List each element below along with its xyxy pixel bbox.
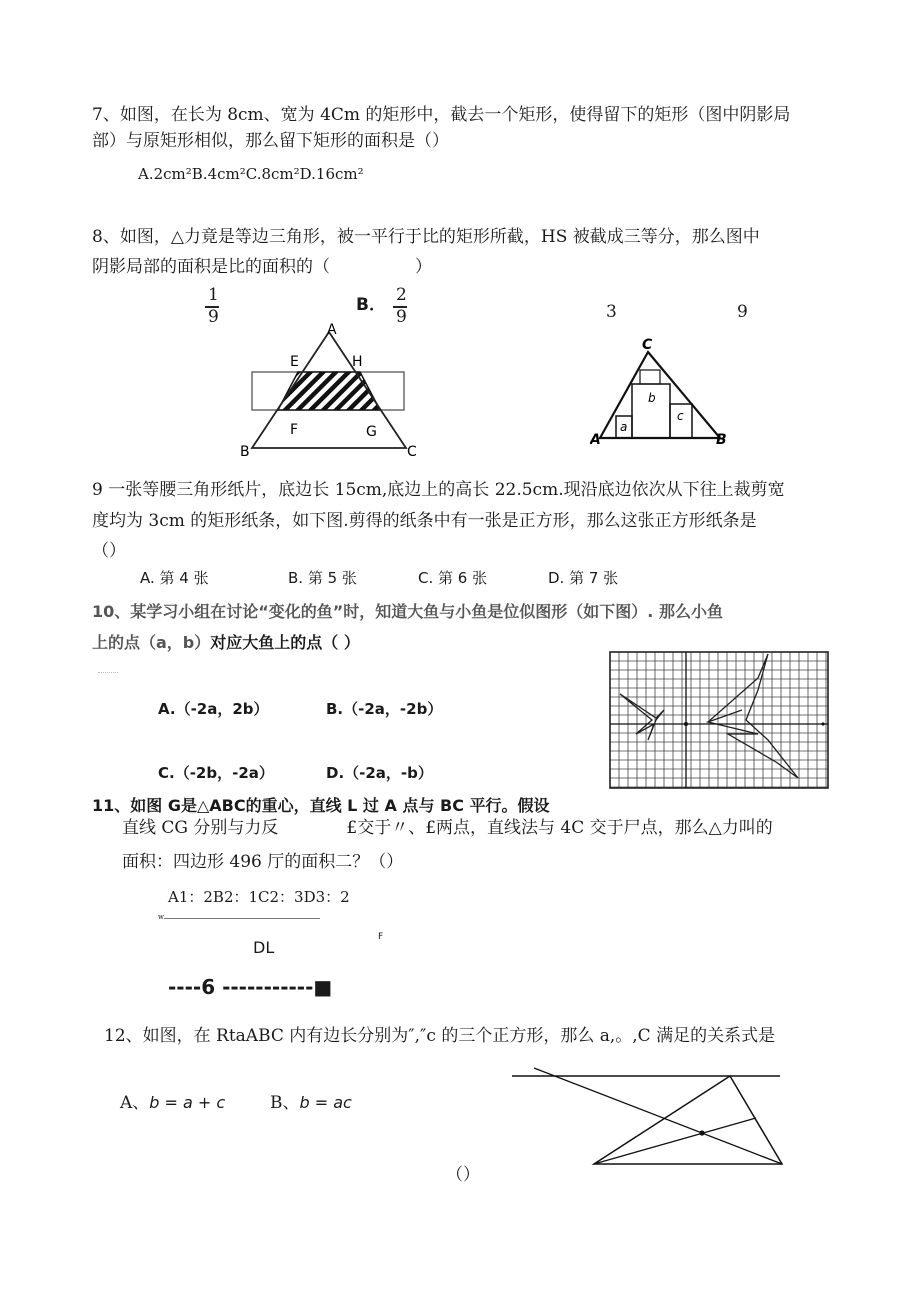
q10-faint-mark	[98, 672, 118, 681]
q8-squares-figure	[590, 330, 730, 448]
q12-line1: 12、如图，在 RtaABC 内有边长分别为″,″c 的三个正方形，那么 a,。,C 满足的关系式是	[104, 1026, 776, 1046]
q8-opt-c: 3	[606, 302, 617, 322]
q9-line2: 度均为 3cm 的矩形纸条，如下图.剪得的纸条中有一张是正方形，那么这张正方形纸条是	[92, 511, 757, 531]
q8f2-label-a: A	[590, 432, 601, 448]
q11-label-dl: DL	[253, 938, 275, 957]
q8-triangle-figure	[232, 320, 422, 460]
q8-optA-numerator: 1	[208, 285, 219, 305]
q12-choice-b-expr: b = ac	[299, 1093, 352, 1112]
q8-label-b: B	[240, 444, 250, 460]
q8f2-label-small-b: b	[648, 391, 656, 405]
q9-choice-b: B. 第 5 张	[288, 569, 357, 587]
q9-line3: （）	[92, 541, 126, 561]
q8-shaded-region	[278, 372, 380, 410]
q11-label-f: F	[378, 932, 384, 942]
q8-label-a: A	[327, 322, 337, 338]
q10-grid	[610, 652, 828, 788]
q11-thin-line	[164, 918, 320, 919]
q12-choice-a-prefix: A、	[120, 1093, 150, 1113]
big-fish	[708, 654, 798, 778]
q10-choice-a: A.（-2a，2b）	[158, 700, 269, 718]
q9-choice-a: A. 第 4 张	[140, 569, 209, 587]
q12-choice-a-expr: b = a + c	[149, 1093, 226, 1112]
q8-optB-numerator: 2	[396, 285, 407, 305]
q10-choice-b: B.（-2a，-2b）	[326, 700, 443, 718]
q8-squares-triangle	[600, 352, 720, 438]
q8f2-label-small-c: c	[677, 409, 684, 423]
q10-grid-border	[610, 652, 828, 788]
q12-triangle-figure	[508, 1062, 794, 1168]
q9-line1: 9 一张等腰三角形纸片，底边长 15cm,底边上的高长 22.5cm.现沿底边依次从下往上裁剪宽	[92, 480, 785, 500]
line-cg	[534, 1068, 782, 1164]
q11-line3: 面积：四边形 496 厅的面积二？（）	[122, 852, 404, 872]
q8-opt-d: 9	[737, 302, 748, 322]
q8-label-c: C	[407, 444, 417, 460]
q11-dash-line: ----6 -----------■	[168, 975, 333, 999]
q8-optA-denominator: 9	[208, 307, 219, 327]
q11-line1: 11、如图 G是△ABC的重心，直线 L 过 A 点与 BC 平行。假设	[92, 796, 550, 815]
q11-choices: A1：2B2：1C2：3D3：2	[168, 888, 350, 906]
q10-line2-part2: 对应大鱼上的点（ ）	[210, 633, 360, 652]
triangle-abc	[594, 1076, 782, 1164]
q8f2-label-b: B	[716, 432, 727, 448]
q8f2-label-small-a: a	[620, 420, 628, 434]
q8-label-f: F	[290, 422, 299, 438]
q8-optB-denominator: 9	[396, 307, 407, 327]
q12-choice-b-prefix: B、	[270, 1093, 300, 1113]
q10-origin	[684, 722, 688, 726]
q10-fish-grid-figure	[608, 650, 830, 790]
q9-choice-c: C. 第 6 张	[418, 569, 488, 587]
q8-optB-label: B．	[356, 295, 386, 315]
q8-line2: 阴影局部的面积是比的面积的（ ）	[92, 257, 432, 277]
q9-choice-d: D. 第 7 张	[548, 569, 619, 587]
centroid-g	[699, 1130, 704, 1135]
q11-tiny-w: w	[158, 913, 164, 921]
q8-label-h: H	[352, 354, 363, 370]
q12-choice-a	[120, 1092, 225, 1114]
median-b	[594, 1118, 756, 1164]
q7-choices: A.2cm²B.4cm²C.8cm²D.16cm²	[138, 165, 364, 183]
q8-label-e: E	[290, 354, 299, 370]
q11-line2: 直线 CG 分别与力反 £交于〃、£两点，直线法与 4C 交于尸点，那么△力叫的	[122, 818, 773, 838]
q7-line1: 7、如图，在长为 8cm、宽为 4Cm 的矩形中，截去一个矩形，使得留下的矩形（图中阴影局	[92, 105, 791, 125]
q8-label-g: G	[366, 424, 377, 440]
q10-choice-d: D.（-2a，-b）	[326, 764, 433, 782]
q12-choice-b	[270, 1092, 352, 1114]
q10-line2-part1: 上的点（a，b）	[92, 633, 211, 652]
q7-line2: 部）与原矩形相似，那么留下矩形的面积是（）	[92, 131, 449, 151]
q8f2-label-c: C	[642, 337, 653, 353]
q10-line2	[92, 632, 360, 654]
square-top	[640, 370, 660, 384]
q10-choice-c: C.（-2b，-2a）	[158, 764, 274, 782]
q10-line1: 10、某学习小组在讨论“变化的鱼”时，知道大鱼与小鱼是位似图形（如下图）. 那么小鱼	[92, 602, 723, 621]
q10-axis-mark	[821, 722, 824, 725]
q12-paren: （）	[446, 1165, 480, 1185]
q8-line1: 8、如图，△力竟是等边三角形，被一平行于比的矩形所截，HS 被截成三等分，那么图中	[92, 227, 760, 247]
